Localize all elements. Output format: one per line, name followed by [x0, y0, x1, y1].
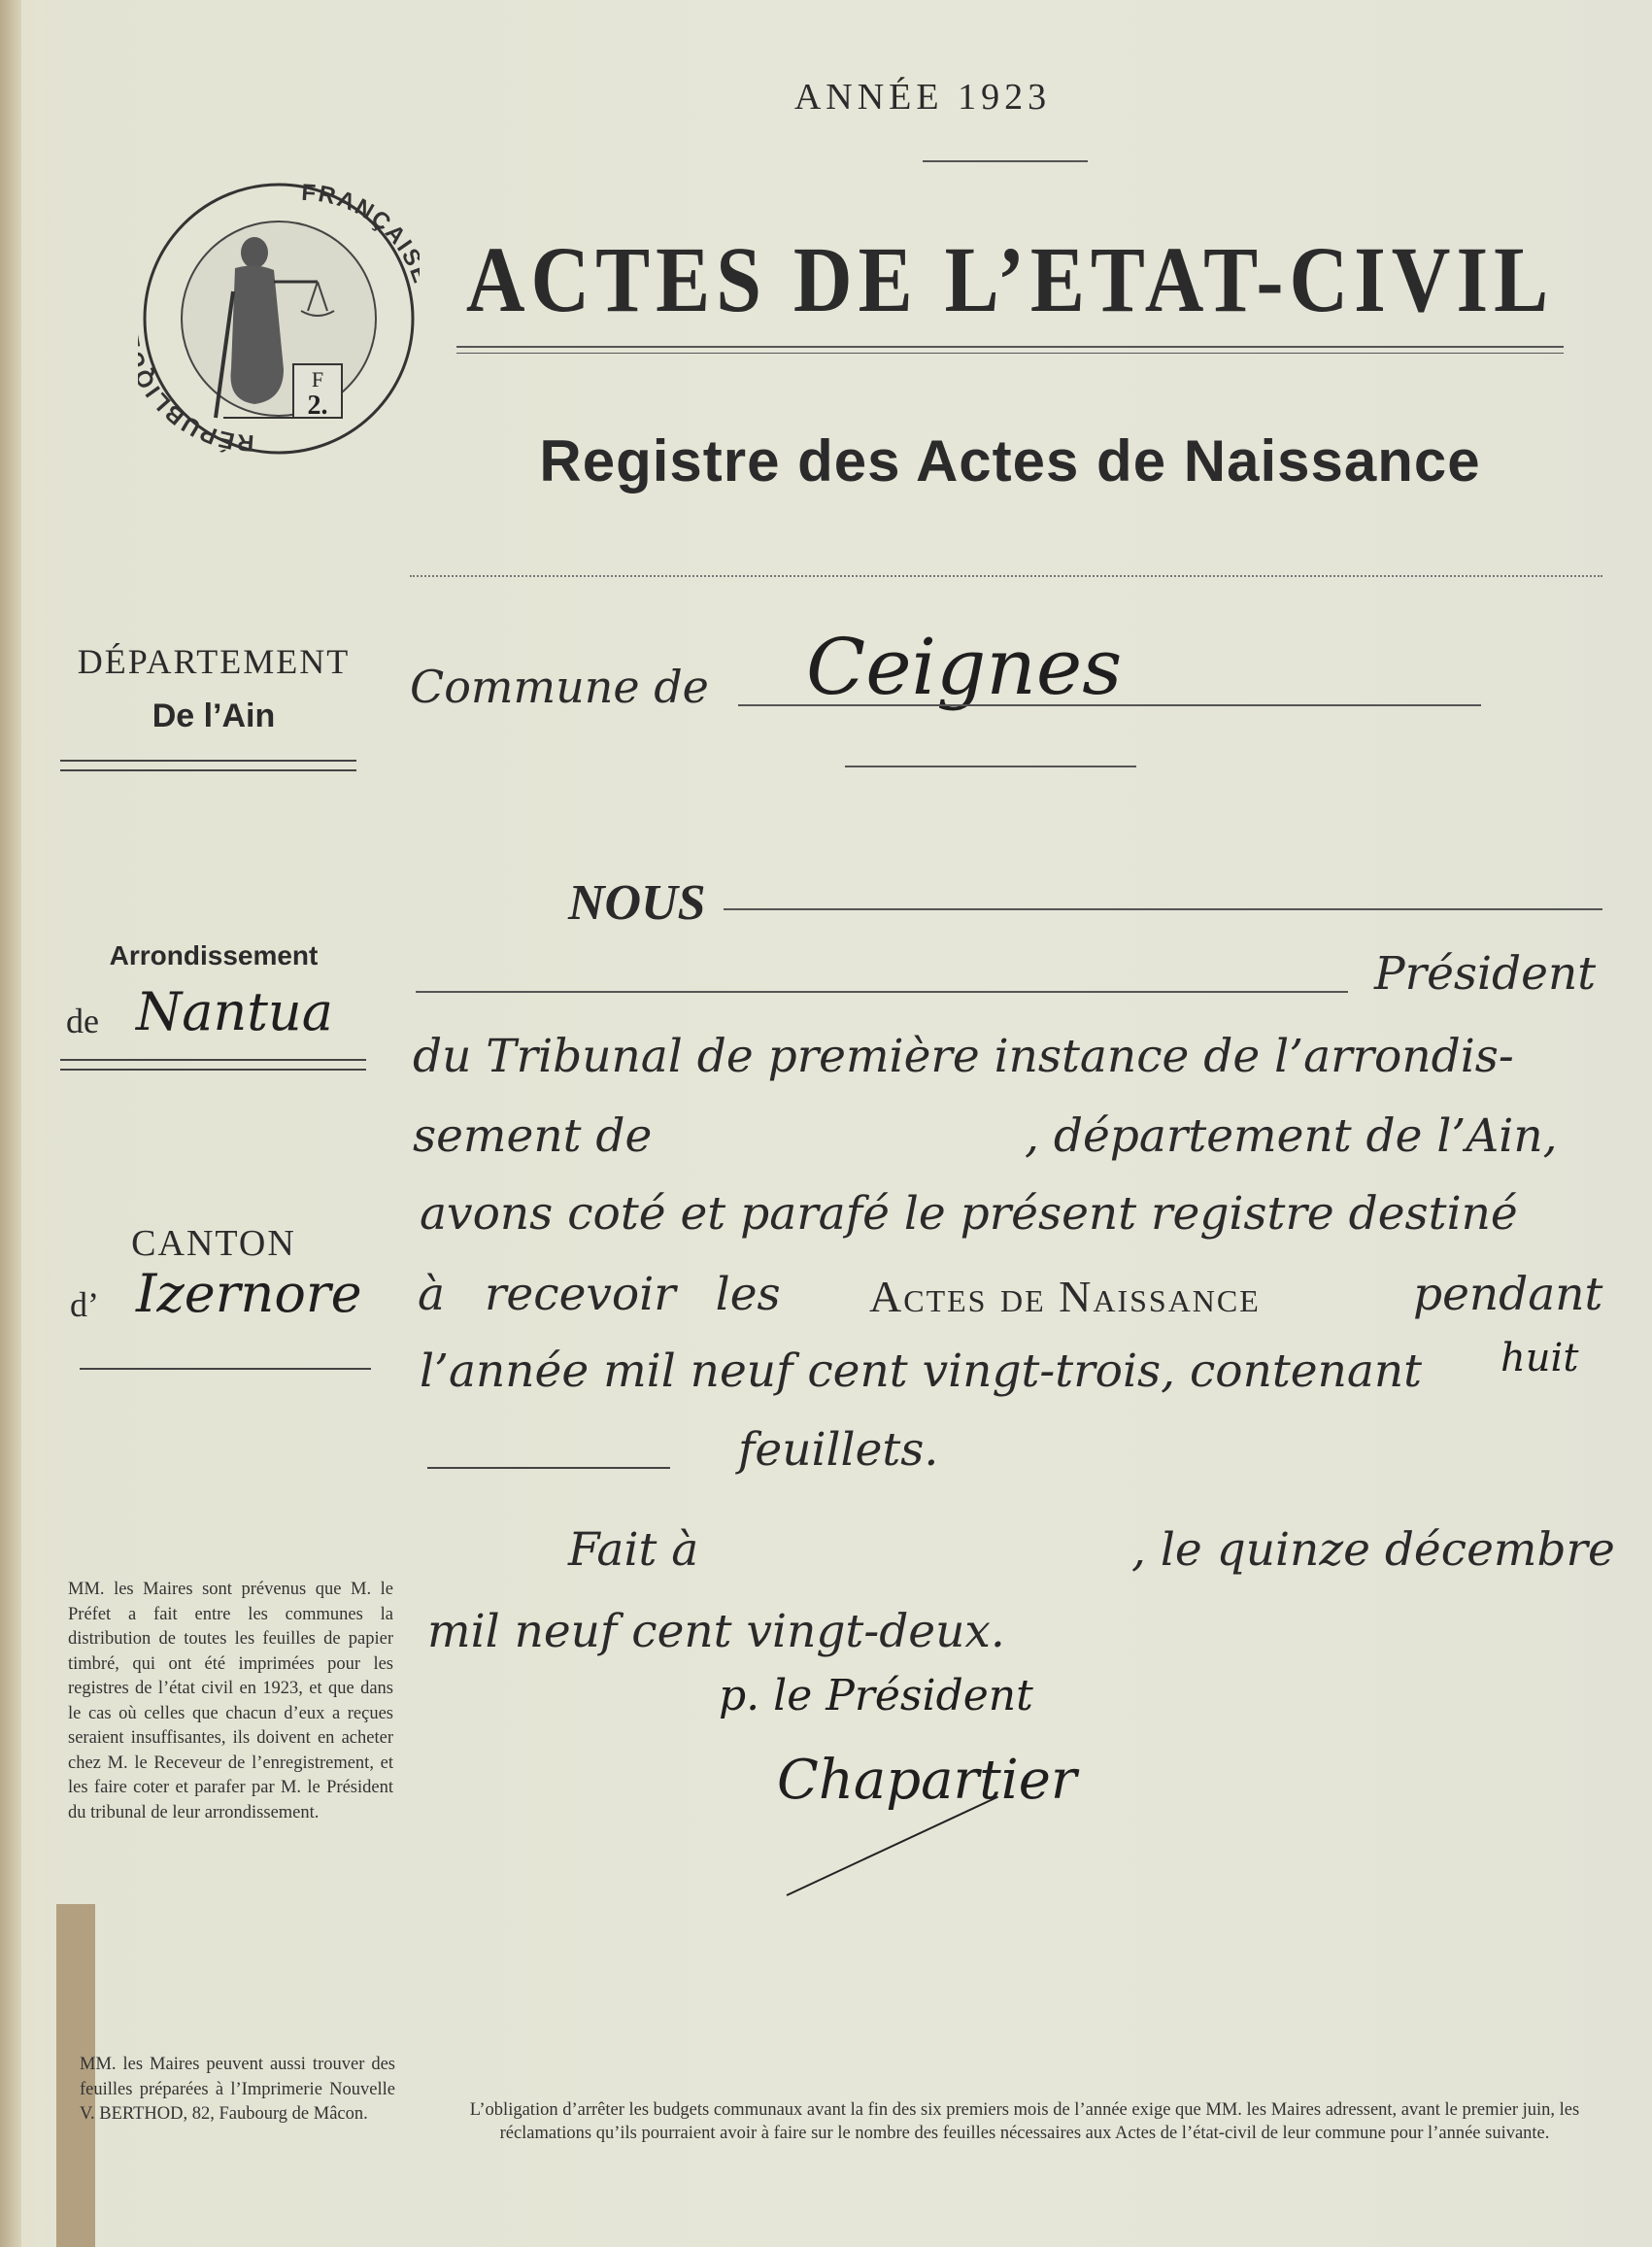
fait-date: , le quinze décembre	[1131, 1523, 1615, 1577]
text-line-feuillets: feuillets.	[738, 1423, 939, 1477]
department-rule-2	[60, 769, 356, 771]
nous-label: NOUS	[568, 875, 706, 931]
text-line-sement-a: sement de	[413, 1109, 653, 1163]
commune-underline	[845, 766, 1136, 767]
dotted-rule	[410, 575, 1602, 577]
department-value: De l’Ain	[152, 698, 276, 734]
commune-rule	[738, 704, 1481, 706]
signature: Chapartier	[777, 1749, 1077, 1812]
count-rule	[427, 1467, 670, 1469]
canton-prefix: d’	[70, 1285, 99, 1324]
text-line-recevoir-a: à recevoir les	[418, 1268, 781, 1321]
maires-note-1: MM. les Maires sont prévenus que M. le Préfet a fait entre les communes la distribution de toutes les feuilles de papier timbré, qui ont été imprimées pour les registres de l’état civil en 1923, et que dans le cas où celles que chacun d’eux a reçues seraient insuffisantes, ils doivent en acheter chez M. le Receveur de l’enregistrement, et les faire coter et parafer par M. le Président du tribunal de leur arrondissement.	[68, 1580, 393, 1822]
arrondissement-label: Arrondissement	[109, 940, 319, 970]
president-word: Président	[1374, 947, 1597, 1001]
title-rule	[456, 346, 1564, 348]
arrondissement-prefix: de	[66, 1002, 99, 1040]
republique-francaise-seal	[138, 175, 420, 457]
text-line-mil: mil neuf cent vingt-deux.	[427, 1605, 1005, 1658]
binding-edge	[0, 0, 21, 2247]
canton-label: CANTON	[131, 1223, 296, 1264]
president-name-rule	[416, 991, 1348, 993]
text-line-sement-b: , département de l’Ain,	[1025, 1109, 1558, 1163]
maires-note-2: MM. les Maires peuvent aussi trouver des feuilles préparées à l’Imprimerie Nouvelle V. BERTHOD, 82, Faubourg de Mâcon.	[80, 2055, 395, 2124]
title-rule-thin	[456, 353, 1564, 354]
text-line-annee: l’année mil neuf cent vingt-trois, contenant	[420, 1345, 1423, 1398]
handwritten-count: huit	[1500, 1336, 1579, 1380]
sign-caption: p. le Président	[719, 1671, 1033, 1720]
seal-ring-left: RÉPUBLI	[139, 379, 255, 457]
seal-ring-right: FRANÇAI	[300, 179, 419, 258]
seal-stamp-letter: F	[311, 367, 324, 392]
canton-rule	[80, 1368, 371, 1370]
text-line-tribunal: du Tribunal de première instance de l’arrondis-	[413, 1030, 1514, 1083]
arrondissement-value: Nantua	[136, 981, 333, 1042]
fait-a-label: Fait à	[568, 1523, 699, 1577]
seal-stamp-value: 2.	[307, 391, 328, 421]
year-rule	[923, 160, 1088, 162]
department-label: DÉPARTEMENT	[77, 642, 351, 681]
budget-footnote: L’obligation d’arrêter les budgets communaux avant la fin des six premiers mois de l’année exige que MM. les Maires adressent, avant le premier juin, les réclamations qu’ils pourraient avoir à faire sur le nombre des feuilles nécessaires aux Actes de l’état-civil de leur commune pour l’année suivante.	[469, 2100, 1580, 2143]
text-line-recevoir-caps: Actes de Naissance	[869, 1272, 1261, 1321]
text-line-recevoir-b: pendant	[1413, 1268, 1603, 1321]
page-title: ACTES DE L’ETAT-CIVIL	[465, 228, 1555, 332]
register-subtitle: Registre des Actes de Naissance	[539, 428, 1481, 494]
commune-value: Ceignes	[806, 622, 1123, 712]
arrondissement-rule-2	[60, 1069, 366, 1071]
arrondissement-rule	[60, 1059, 366, 1061]
seal-icon	[138, 175, 420, 457]
nous-rule	[724, 908, 1602, 910]
canton-value: Izernore	[136, 1263, 362, 1324]
department-rule	[60, 760, 356, 762]
year-heading: ANNÉE 1923	[793, 77, 1052, 118]
commune-label: Commune de	[410, 661, 709, 713]
text-line-avons: avons coté et parafé le présent registre destiné	[420, 1187, 1518, 1241]
